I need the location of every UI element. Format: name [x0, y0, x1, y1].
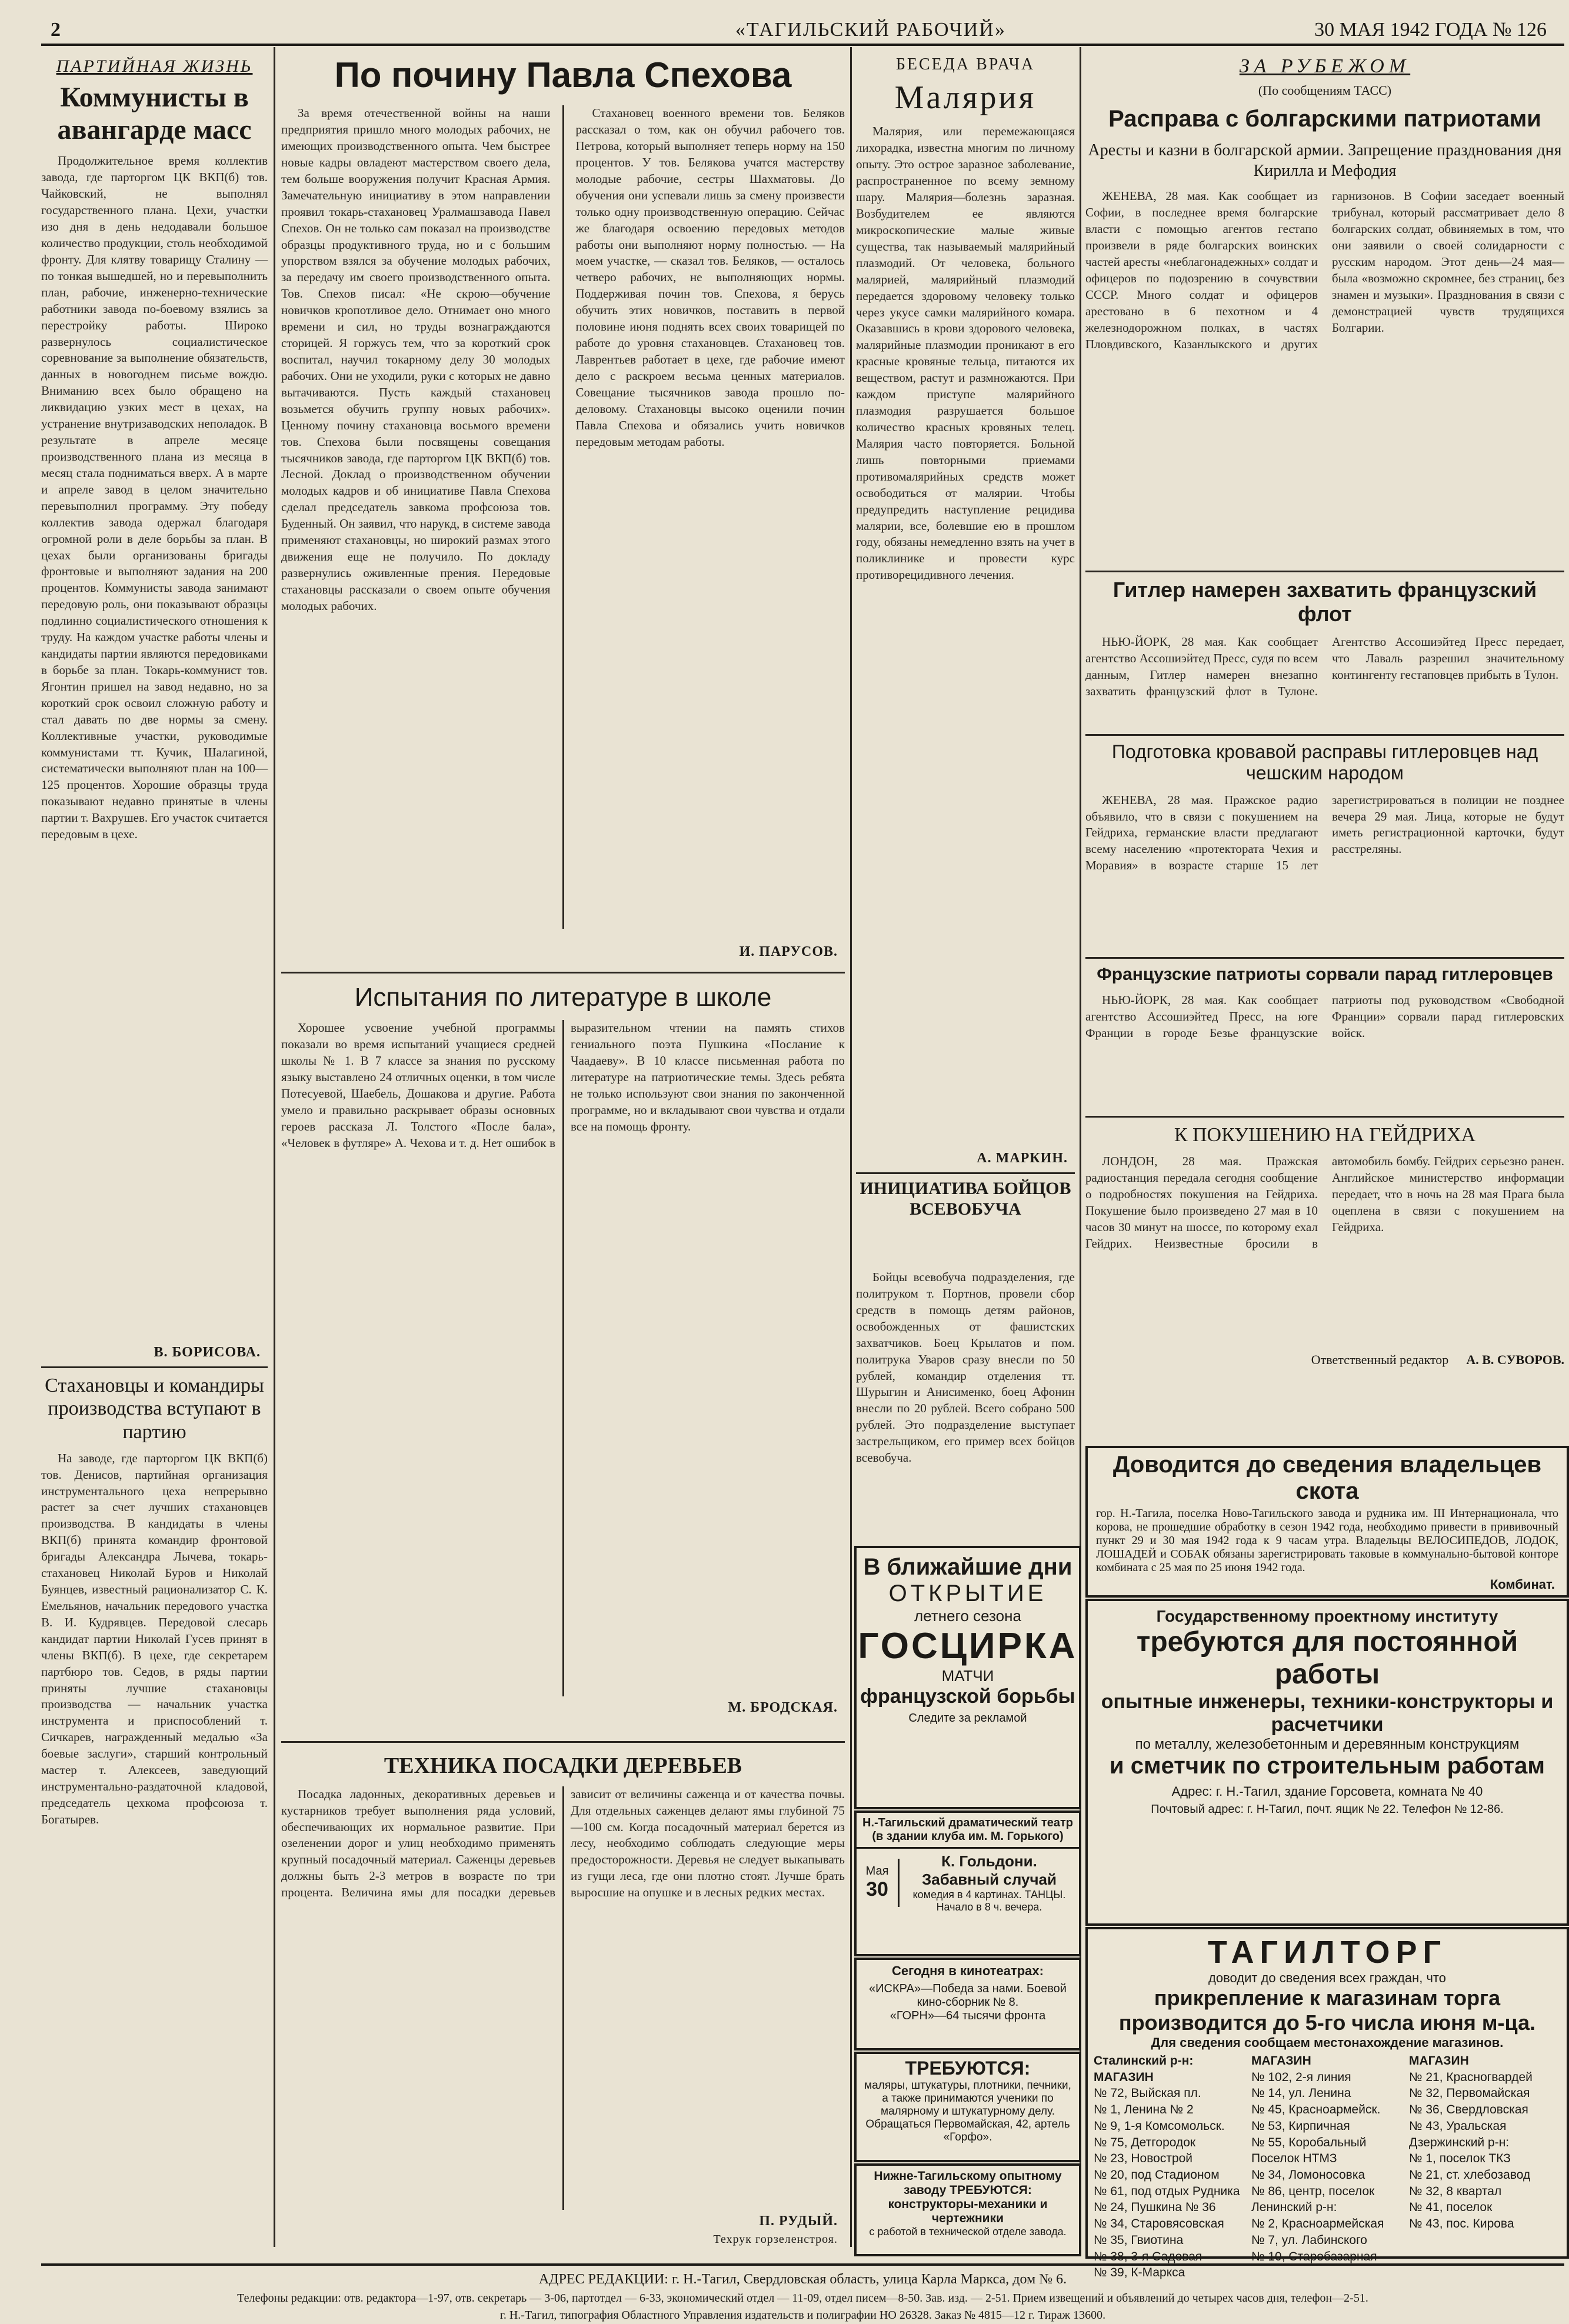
ad-text: французской борьбы — [860, 1685, 1075, 1708]
store-list-item: № 38, 3-я Садовая — [1094, 2249, 1202, 2263]
headline: Малярия — [894, 79, 1037, 116]
store-list — [1409, 2069, 1561, 2232]
divider — [1085, 957, 1564, 959]
store-list-item: № 34, Старовясовская — [1094, 2217, 1224, 2231]
headline: По почину Павла Спехова — [334, 55, 792, 95]
store-list-item: № 39, К-Маркса — [1094, 2266, 1185, 2280]
masthead — [41, 11, 1564, 46]
subheadline: Аресты и казни в болгарской армии. Запрещение празднования дня Кирилла и Мефодия — [1088, 141, 1562, 181]
ad-text: Государственному проектному институту — [1156, 1607, 1498, 1625]
store-list-item: № 35, Гвиотина — [1094, 2233, 1184, 2247]
store-list-item: № 24, Пушкина № 36 — [1094, 2200, 1216, 2215]
article-body: ЖЕНЕВА, 28 мая. Пражское радио объявило, что в связи с покушением на Гейдриха, германские власти предлагают всему населению «протектората Чехия и Моравия» в возрасте старше 15 лет зарегистрироваться в полиции не позднее вечера 29 мая. Лица, которые не будут иметь регистрационной карточки, будут расстреляны. — [1085, 792, 1564, 873]
article-body: НЬЮ-ЙОРК, 28 мая. Как сообщает агентство Ассошиэйтед Пресс, судя по всем данным, Гитлер намерен внезапно захватить французский флот в Тулоне. Агентство Ассошиэйтед Пресс передает, что Лаваль разрешил значительному контингенту гестаповцев прибыть в Тулон. — [1085, 634, 1564, 698]
signature: В. БОРИСОВА. — [154, 1345, 261, 1361]
store-list — [1251, 2069, 1403, 2265]
article-body: Продолжительное время коллектив завода, где парторгом ЦК ВКП(б) тов. Чайковский, не выполнял государственного плана. Цехи, участки изо дня в день недодавали большое количество продукции, столь необходимой фронту. Для клятву товарищу Сталину — по тонкая вышедшей, но и перевыполнить план, рабочие, инженерно-технические работники завода по-боевому взялись за перестройку работы. Широко развернулось социалистическое соревнование за выполнение обязательств, данных в новогоднем письме вождю. Вниманию всех было обращено на ликвидацию узких мест в цехах, на устранение внутризаводских неполадок. В результате в апреле месяце производственного плана из месяца в месяц стала подниматься вверх. А в марте и апреле завод в целом значительно перевыполнил программу. Эту победу коллектив завода одержал благодаря огромной роли в деле борьбы за план. В цехах были организованы бригады фронтовые и выполняют задания на 200 процентов. Коммунисты завода занимают передовую роль, они показывают образцы подлинно социалистического отношения к труду. На каждом участке работы члены и кандидаты партии являются передовиками в борьбе за план. Токарь-коммунист тов. Ягонтин пришел на завод недавно, но за короткий срок освоил сложную работу и стал давать по две нормы за смену. Коллективные участки, руководимые коммунистами тт. Кучик, Шалагиной, систематически выполняют план на 100—125 процентов. Хорошие образцы труда показывают недавно принятые в члены партии т. Вахрушев. Его участок считается передовым в цехе. — [41, 154, 268, 842]
headline: ИНИЦИАТИВА БОЙЦОВ ВСЕВОБУЧА — [860, 1179, 1071, 1219]
store-list-item: № 21, Красногвардей — [1409, 2070, 1533, 2084]
headline: Испытания по литературе в школе — [354, 983, 772, 1012]
ad-text: Следите за рекламой — [908, 1712, 1027, 1725]
headline: Французские патриоты сорвали парад гитлеровцев — [1097, 964, 1553, 984]
store-list-item: № 75, Детгородок — [1094, 2135, 1196, 2149]
store-list-item: Ленинский р-н: — [1251, 2200, 1337, 2215]
store-list-item: № 20, под Стадионом — [1094, 2168, 1220, 2182]
ad-text: К. Гольдони. Забавный случай — [922, 1852, 1057, 1888]
list-title: Сталинский р-н: МАГАЗИН — [1094, 2054, 1194, 2084]
ad-text: и сметчик по строительным работам — [1110, 1753, 1545, 1779]
footer-printer: г. Н.-Тагил, типография Областного Управления издательств и полиграфии НО 26328. Заказ № 4815—12 г. Тираж 13600. — [499, 2308, 1106, 2322]
store-list — [1094, 2085, 1245, 2281]
headline: К ПОКУШЕНИЮ НА ГЕЙДРИХА — [1174, 1124, 1476, 1146]
store-list-item: № 1, поселок ТКЗ — [1409, 2152, 1511, 2166]
signature: П. РУДЫЙ. — [759, 2213, 838, 2229]
ad-text: Почтовый адрес: г. Н-Тагил, почт. ящик № 22. Телефон № 12-86. — [1151, 1803, 1504, 1816]
signature: А. МАРКИН. — [977, 1151, 1068, 1166]
footer-phones: Телефоны редакции: отв. редактора—1-97, отв. секретарь — 3-06, партотдел — 6-33, экономический отдел — 11-09, отдел писем—8-50. Зав. изд. — 2-51. Прием извещений и объявлений до четырех часов дня, телефон—2-51. — [237, 2291, 1368, 2305]
column-rule — [274, 47, 275, 2247]
ad-text: «ИСКРА»—Победа за нами. Боевой кино-сборник № 8. — [869, 1982, 1067, 2009]
list-title: МАГАЗИН — [1251, 2054, 1311, 2068]
source-note: (По сообщениям ТАСС) — [1258, 83, 1392, 98]
ad-text: по металлу, железобетонным и деревянным конструкциям — [1135, 1736, 1520, 1752]
footer-imprint — [41, 2263, 1564, 2324]
headline: Коммунисты в авангарде масс — [57, 82, 252, 146]
ad-text: Для сведения сообщаем местонахождение магазинов. — [1151, 2035, 1504, 2050]
store-list-item: № 43, Уральская — [1409, 2119, 1507, 2133]
ad-text: Нижне-Тагильскому опытному заводу ТРЕБУЮТСЯ: конструкторы-механики и чертежники — [874, 2169, 1062, 2225]
editor-label: Ответственный редактор — [1311, 1352, 1449, 1368]
headline: Стахановцы и командиры производства вступают в партию — [45, 1375, 264, 1443]
ad-text: гор. Н.-Тагила, поселка Ново-Тагильского завода и рудника им. III Интернационала, что корова, не прошедшие обработку в сезон 1942 года, необходимо привести в прививочный пункт 29 и 30 мая 1942 года к 9 часам утра. Владельцы ВЕЛОСИПЕДОВ, ЛОДОК, ЛОШАДЕЙ и СОБАК обязаны зарегистрировать таковые в коммунально-бытовой конторе комбината с 25 мая по 25 июня 1942 года. — [1096, 1507, 1558, 1574]
store-list-item: № 55, Коробальный — [1251, 2135, 1367, 2149]
store-list-item: Поселок НТМЗ — [1251, 2152, 1337, 2166]
store-list-item: Дзержинский р-н: — [1409, 2135, 1510, 2149]
store-list-item: № 32, 8 квартал — [1409, 2184, 1502, 2198]
column-party-life — [41, 53, 268, 2253]
headline: ТЕХНИКА ПОСАДКИ ДЕРЕВЬЕВ — [384, 1753, 742, 1778]
column-spekhov — [281, 52, 845, 969]
ad-cinema — [854, 1958, 1081, 2050]
ad-text: прикрепление к магазинам торга производится до 5-го числа июня м-ца. — [1118, 1986, 1536, 2035]
ad-text: комедия в 4 картинах. ТАНЦЫ. Начало в 8 ч. вечера. — [912, 1889, 1066, 1913]
ad-text: МАТЧИ — [941, 1667, 994, 1685]
store-list-item: № 61, под отдых Рудника — [1094, 2184, 1240, 2198]
store-list-item: № 53, Кирпичная — [1251, 2119, 1350, 2133]
store-list-item: № 32, Первомайская — [1409, 2086, 1530, 2100]
editor-name: А. В. СУВОРОВ. — [1466, 1352, 1564, 1368]
ad-machine — [854, 2163, 1081, 2256]
page-number: 2 — [51, 19, 61, 41]
column-rule — [562, 105, 564, 929]
article-body: Хорошее усвоение учебной программы показали во время испытаний учащиеся средней школы № 1. В 7 классе за знания по русскому языку выставлено 24 отличных оценки, в том числе Потесуевой, Шаебель, Дошакова и другие. Работа умело и правильно раскрывает образы основных героев рассказа Л. Толстого «После бала», «Человек в футляре» А. Чехова и т. д. Нет ошибок в выразительном чтении на память стихов гениального поэта Пушкина «Послание к Чаадаеву». В 10 классе письменная работа по литературе на патриотические темы. Здесь ребята не только используют свои знания по законченной программе, но и вкладывают свои чувства и отдали все на помощь фронту. — [281, 1021, 845, 1150]
ad-text: Сегодня в кинотеатрах: — [892, 1963, 1044, 1978]
ad-wanted — [854, 2052, 1081, 2162]
divider — [281, 972, 845, 973]
store-list-item: № 43, пос. Кирова — [1409, 2217, 1514, 2231]
list-title: МАГАЗИН — [1409, 2054, 1469, 2068]
headline: Расправа с болгарскими патриотами — [1108, 105, 1541, 132]
editor-line — [1085, 1352, 1564, 1368]
divider — [1085, 1116, 1564, 1118]
ad-text: Н.-Тагильский драматический театр (в здании клуба им. М. Горького) — [857, 1813, 1079, 1849]
divider — [281, 1741, 845, 1743]
ad-text: ТАГИЛТОРГ — [1207, 1935, 1447, 1970]
ad-institute — [1085, 1599, 1569, 1926]
paper-name: «ТАГИЛЬСКИЙ РАБОЧИЙ» — [735, 19, 1006, 41]
signature: М. БРОДСКАЯ. — [728, 1700, 838, 1716]
store-list-item: № 86, центр, поселок — [1251, 2184, 1375, 2198]
column-vsevobuch — [856, 1269, 1075, 1540]
article-body: ЛОНДОН, 28 мая. Пражская радиостанция передала сегодня сообщение о подробностях покушения на Гейдриха. Покушение было произведено 27 мая в 10 часов 30 минут на шоссе, по которому ехал Гейдрих. Неизвестные бросили в автомобиль бомбу. Гейдрих серьезно ранен. Английское министерство информации передает, что в ночь на 28 мая Прага была оцеплена в связи с покушением на Гейдриха. — [1085, 1154, 1564, 1251]
article-body: За время отечественной войны на наши предприятия пришло много молодых рабочих, не имеющих производственного опыта. Чем быстрее новые кадры овладеют мастерством своего дела, тем больше вооружения получит Красная Армия. Замечательную инициативу в этом направлении проявил токарь-стахановец Уралмашзавода Павел Спехов. Он не только сам показал на производстве образцы продуктивного труда, но и с большим упорством взялся за обучение молодых рабочих, за передачу им своего производственного опыта. Тов. Спехов писал: «Не скрою—обучение новичков кропотливое дело. Отнимает оно много времени и сил, но труды вознаграждаются сторицей. Я горжусь тем, что за короткий срок воспитал, научил токарному делу 30 молодых рабочих. Они не уходили, руки с которых не давно вытачиваются. Пусть каждый стахановец возьмется обучить группу новых рабочих». Ценному почину стахановца восьмого времени тов. Спехова были посвящены совещания тысячников завода, где парторгом ЦК ВКП(б) тов. Лесной. Доклад о производственном обучении молодых кадров и об инициативе Павла Спехова сделал председатель завкома профсоюза тов. Буденный. Он заявил, что нарукд, в системе завода применяют стахановцы, но широкий размах этого движения еще не получило. По докладу развернулись оживленные прения. Передовые стахановцы рассказали о своем опыте обучения молодых рабочих. — [281, 106, 551, 613]
section-label: ЗА РУБЕЖОМ — [1239, 55, 1411, 77]
column-literature — [281, 979, 845, 1738]
store-list-item: № 23, Новострой — [1094, 2152, 1193, 2166]
ad-text: доводит до сведения всех граждан, что — [1208, 1970, 1446, 1985]
ad-text: Доводится до сведения владельцев скота — [1112, 1452, 1542, 1504]
footer-address: АДРЕС РЕДАКЦИИ: г. Н.-Тагил, Свердловская область, улица Карла Маркса, дом № 6. — [538, 2272, 1067, 2287]
section-label: БЕСЕДА ВРАЧА — [895, 55, 1035, 74]
ad-text: 30 — [866, 1878, 888, 1900]
ad-text: ТРЕБУЮТСЯ: — [905, 2058, 1031, 2079]
ad-text: «ГОРН»—64 тысячи фронта — [890, 2009, 1046, 2022]
article-body: На заводе, где парторгом ЦК ВКП(б) тов. Денисов, партийная организация инструментального цеха непрерывно растет за счет лучших стахановцев производства. В кандидаты в члены ВКП(б) принята командир фронтовой бригады Александра Лычева, токарь-стахановец Николай Буров и Николай Буянцев, известный рационализатор С. К. Емельянов, начальник передового участка В. И. Кудрявцев. Передовой слесарь кандидат партии Николай Гусев принят в члены ВКП(б). В цехе, где секретарем партбюро тов. Седов, в ряды партии приняты лучшие стахановцы производства — начальник участка инструмента и приспособлений т. Сичкарев, награжденный медалью «За боевые заслуги», старший контрольный мастер т. Алексеев, заведующий инструментально-раздаточной кладовой, председатель цехкома профсоюза т. Богатырев. — [41, 1451, 268, 1826]
store-list-item: № 72, Выйская пл. — [1094, 2086, 1201, 2100]
divider — [1085, 734, 1564, 736]
ad-text: маляры, штукатуры, плотники, печники, а также принимаются ученики по малярному и штукатурному делу. Обращаться Первомайская, 42, артель «Горфо». — [864, 2079, 1071, 2143]
store-list-item: № 34, Ломоносовка — [1251, 2168, 1365, 2182]
signature: И. ПАРУСОВ. — [739, 944, 838, 960]
article-body: Малярия, или перемежающаяся лихорадка, известна многим по личному опыту. Это острое заразное заболевание, распространенное по всему земному шару. Малярия—болезнь заразная. Возбудителем ее являются микроскопические малые живые существа, так называемый малярийный плазмодий. От человека, больного малярией, малярийный плазмодий передается здоровому человеку только через укусе самки малярийного комара. Оказавшись в крови здорового человека, малярийные плазмодии проникают в его красные кровяные тельца, питаются их веществом, растут и размножаются. При каждом приступе малярийного плазмодия разрушается большое количество красных кровяных телец. Малярия часто повторяется. Больной лишь повторными приемами противомалярийных средств может освободиться от малярии. Чтобы предупредить наступление рецидива малярии, все, болевшие ею в прошлом году, обязаны немедленно взять на учет в поликлинике и провести курс противорецидивного лечения. — [856, 124, 1075, 582]
signature-title: Техрук горзеленстроя. — [713, 2232, 838, 2246]
store-list-item: № 2, Красноармейская — [1251, 2217, 1384, 2231]
divider — [856, 1172, 1075, 1174]
ad-livestock — [1085, 1446, 1569, 1598]
ad-text: Комбинат. — [1490, 1577, 1555, 1592]
ad-theatre — [854, 1810, 1081, 1956]
store-list-item: № 21, ст. хлебозавод — [1409, 2168, 1531, 2182]
ad-text: с работой в технической отделе завода. — [869, 2226, 1067, 2238]
ad-tagiltorg — [1085, 1927, 1569, 2280]
headline: Подготовка кровавой расправы гитлеровцев над чешским народом — [1111, 741, 1538, 783]
ad-text: В ближайшие дни — [863, 1554, 1072, 1580]
ad-text: требуются для постоянной работы — [1136, 1626, 1518, 1690]
ad-text: летнего сезона — [914, 1607, 1021, 1625]
article-body: НЬЮ-ЙОРК, 28 мая. Как сообщает агентство Ассошиэйтед Пресс, на юге Франции в городе Безье французские патриоты под руководством «Свободной Франции» сорвали парад гитлеровских войск. — [1085, 993, 1564, 1041]
article-body: Стахановец военного времени тов. Беляков рассказал о том, как он обучил рабочего тов. Петрова, который выполняет теперь норму на 150 процентов. У тов. Белякова учатся мастерству молодые рабочие, сестры Шахматовы. До обучения они успевали лишь за смену произвести только одну производственную операцию. Сейчас же благодаря освоению передовых методов работы они выполняют норму полностью. — На моем участке, — сказал тов. Беляков, — осталось четверо рабочих, не выполняющих нормы. Поддерживая почин тов. Спехова, я берусь обучить этих новичков, поставить в первой половине июня поднять всех своих товарищей по работе до уровня стахановцев. Стахановец тов. Лаврентьев работает в цехе, где рабочие имеют дело с раскроем весьма ценных материалов. Совещание тысячников завода прошло по-деловому. Стахановцы высоко оценили почин Павла Спехова и обязались учить новичков передовым методам работы. — [575, 106, 845, 449]
store-list-item: № 7, ул. Лабинского — [1251, 2233, 1367, 2247]
ad-text: Адрес: г. Н.-Тагил, здание Горсовета, комната № 40 — [1171, 1784, 1483, 1799]
ad-text: Мая — [865, 1865, 889, 1878]
article-body: Посадка ладонных, декоративных деревьев и кустарников требует выполнения ряда условий, обеспечивающих их нормальное развитие. При озеленении дорог и улиц необходимо применять крупный посадочный материал. Саженцы деревьев должны быть 2-3 метров в возрасте по три процента. Величина ямы для посадки деревьев зависит от величины саженца и от качества почвы. Для отдельных саженцев делают ямы глубиной 75—100 см. Когда посадочный материал берется из лесу, необходимо соблюдать следующие меры предосторожности. Деревья не следует выкапывать из гущи леса, где они плотно стоят. Лучше брать выросшие на опушке и в лесных редких местах. — [281, 1786, 845, 1900]
divider — [41, 1366, 268, 1368]
column-rule — [850, 47, 852, 2247]
store-list-item: № 41, поселок — [1409, 2200, 1493, 2215]
column-abroad — [1085, 52, 1564, 1440]
store-list-item: № 14, ул. Ленина — [1251, 2086, 1351, 2100]
section-label: ПАРТИЙНАЯ ЖИЗНЬ — [56, 56, 253, 76]
article-body: Бойцы всевобуча подразделения, где политруком т. Портнов, провели сбор средств в помощь детям районов, освобожденных от фашистских захватчиков. Боец Крылатов и пом. политрука Уваров сразу внесли по 50 рублей, командир отделения тт. Шурыгин и Анисименко, боец Афонин внесли по 20 рублей. Всего собрано 500 рублей. Это подразделение выступает застрельщиком, его пример всех бойцов всевобуча. — [856, 1270, 1075, 1465]
headline: Гитлер намерен захватить французский флот — [1112, 578, 1537, 626]
article-body: ЖЕНЕВА, 28 мая. Как сообщает из Софии, в последнее время болгарские власти с помощью агентов гестапо произвели в ряде болгарских воинских частей аресты «неблагонадежных» солдат и офицеров по подозрению в сочувствии СССР. Много солдат и офицеров арестовано в 6 пехотном и 4 железнодорожном полках, в частях Пловдивского, Казанлыкского и других гарнизонов. В Софии заседает военный трибунал, который рассматривает дело 8 болгарских солдат, обвиняемых в том, что они заявили о своей солидарности с русским народом. Этот день—24 мая—была «возможно скромнее, без страниц, без знамен и музыки». Празднования в связи с демонстрацией чувств трудящихся Болгарии. — [1085, 189, 1564, 351]
ad-text: ГОСЦИРКА — [858, 1626, 1078, 1666]
column-trees — [281, 1750, 845, 2256]
divider — [1085, 571, 1564, 572]
column-malaria — [856, 52, 1075, 1269]
issue-date: 30 МАЯ 1942 ГОДА № 126 — [1314, 19, 1547, 41]
store-list-item: № 1, Ленина № 2 — [1094, 2103, 1194, 2117]
store-list-item: № 45, Красноармейск. — [1251, 2103, 1381, 2117]
ad-circus — [854, 1546, 1081, 1809]
store-list-item: № 9, 1-я Комсомольск. — [1094, 2119, 1225, 2133]
store-list-item: № 10, Старобазарная — [1251, 2249, 1377, 2263]
ad-text: ОТКРЫТИЕ — [888, 1581, 1047, 1606]
store-list-item: № 36, Свердловская — [1409, 2103, 1528, 2117]
store-list-item: № 102, 2-я линия — [1251, 2070, 1351, 2084]
ad-text: опытные инженеры, техники-конструкторы и расчетчики — [1101, 1691, 1554, 1736]
